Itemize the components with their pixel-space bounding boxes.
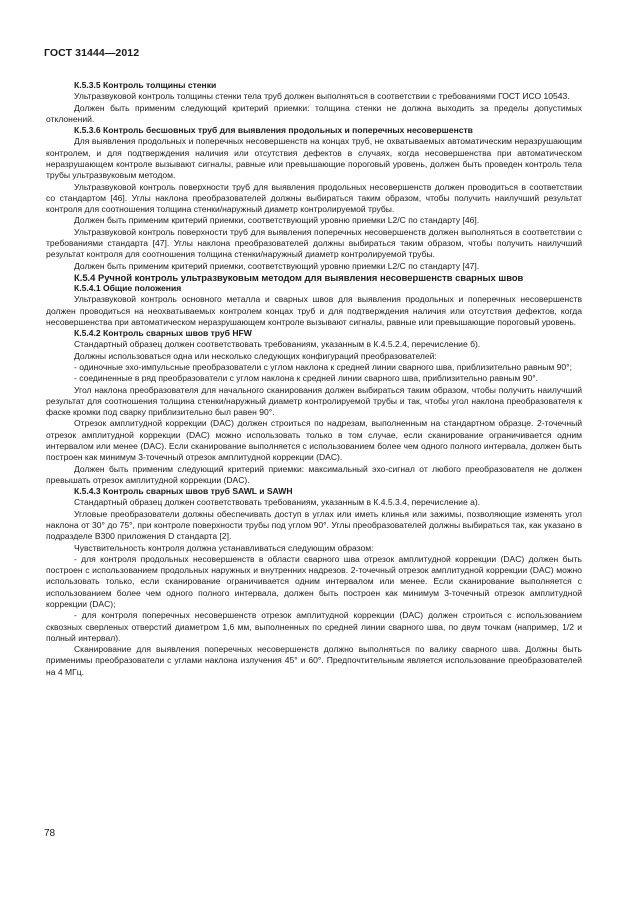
- paragraph: Должен быть применим следующий критерий приемки: толщина стенки не должна выходить за пределы допустимых отклонений.: [46, 102, 582, 124]
- document-body: [46, 80, 582, 678]
- paragraph: - для контроля поперечных несовершенств отрезок амплитудной коррекции (DAC) должен строиться с использованием сквозных сверленых отверстий диаметром 1,6 мм, выполненных по средней линии сварного шва, по двум точкам (например, 1/2 и полный интервал).: [46, 610, 582, 643]
- section-heading: К.5.4.1 Общие положения: [74, 283, 182, 294]
- paragraph: Угловые преобразователи должны обеспечивать доступ в углах или иметь клинья или зажимы, позволяющие изменять угол наклона от 30° до 75°, при контроле поверхности трубы под углом 90°. Углы преобразователей должны выбираться так, как указано в подразделе В300 приложения D стандарта [2].: [46, 508, 582, 542]
- paragraph: Отрезок амплитудной коррекции (DAC) должен строиться по надрезам, выполненным на стандартном образце. 2-точечный отрезок амплитудной коррекции (DAC) можно использовать только в том случае, если сканирование ограничивается одним интервалом или менее (DAC). Если сканирование выполняется с использованием более чем одного полного интервала, должен быть построен как минимум 3-точечный отрезок амплитудной коррекции (DAC).: [46, 418, 582, 463]
- section-heading: К.5.4.2 Контроль сварных швов труб HFW: [74, 328, 252, 339]
- paragraph: Должен быть применим критерий приемки, соответствующий уровню приемки L2/C по стандарту [46].: [74, 215, 480, 226]
- paragraph: Ультразвуковой контроль основного металла и сварных швов для выявления продольных и поперечных несовершенств должен проводиться на неохватываемых контролем концах труб и для подтверждения наличия или отсутствия дефектов, когда несовершенства при автоматическом неразрушающем контроле вызывают сигналы, равные или превышающие пороговый уровень.: [46, 294, 582, 327]
- document-header: ГОСТ 31444—2012: [44, 47, 140, 59]
- paragraph: Ультразвуковой контроль поверхности труб для выявления продольных несовершенств должен проводиться в соответствии со стандартом [46]. Углы наклона преобразователей должны выбираться таким образом, чтобы получить наилучший результат контроля для соотношения толщина стенки/наружный диаметр контролируемой трубы.: [46, 181, 582, 215]
- section-heading: К.5.4 Ручной контроль ультразвуковым методом для выявления несовершенств сварных швов: [74, 271, 524, 283]
- paragraph: Ультразвуковой контроль толщины стенки тела труб должен выполняться в соответствии с требованиями ГОСТ ИСО 10543.: [74, 91, 570, 102]
- section-heading: К.5.3.6 Контроль бесшовных труб для выявления продольных и поперечных несовершенств: [74, 125, 473, 136]
- paragraph: Ультразвуковой контроль поверхности труб для выявления поперечных несовершенств должен выполняться в соответствии с требованиями стандарта [47]. Углы наклона преобразователей должны выбираться таким образом, чтобы получить наилучший результат контроля для соотношения толщина стенки/наружный диаметр контролируемой трубы.: [46, 226, 582, 260]
- paragraph: - для контроля продольных несовершенств в области сварного шва отрезок амплитудной коррекции (DAC) должен быть построен с использованием продольных наружных и внутренних надрезов. 2-точечный отрезок амплитудной коррекции (DAC) можно использовать только, если сканирование ограничивается одним интервалом или менее. Если сканирование выполняется с использованием более чем одного полного интервала, должен быть построен как минимум 3-точечный отрезок амплитудной коррекции (DAC);: [46, 553, 582, 609]
- paragraph: Должен быть применим критерий приемки, соответствующий уровню приемки L2/C по стандарту [47].: [74, 260, 480, 271]
- paragraph: Сканирование для выявления поперечных несовершенств должно выполняться по валику сварного шва. Должны быть применимы преобразователи с углами наклона излучения 45° и 60°. Предпочтительным является использование преобразователей на 4 МГц.: [46, 644, 582, 677]
- paragraph: Должны использоваться одна или несколько следующих конфигураций преобразователей:: [74, 350, 437, 361]
- section-heading: К.5.3.5 Контроль толщины стенки: [74, 80, 217, 90]
- paragraph: Для выявления продольных и поперечных несовершенств на концах труб, не охватываемых автоматическим неразрушающим контролем, и для подтверждения наличия или отсутствия дефектов в случаях, когда несовершенства при автоматическом неразрушающем контроле вызывают сигналы, равные или превышающие пороговый уровень, должен быть проведен контроль тела трубы ультразвуковым методом.: [46, 136, 582, 181]
- paragraph: - соединенные в ряд преобразователи с углом наклона к средней линии сварного шва, приблизительно равным 90°.: [74, 373, 538, 384]
- paragraph: Чувствительность контроля должна устанавливаться следующим образом:: [74, 542, 374, 553]
- paragraph: Должен быть применим следующий критерий приемки: максимальный эхо-сигнал от любого преобразователя не должен превышать отрезок амплитудной коррекции (DAC).: [46, 463, 582, 485]
- section-heading: К.5.4.3 Контроль сварных швов труб SAWL и SAWH: [74, 486, 293, 497]
- paragraph: Угол наклона преобразователя для начального сканирования должен выбираться таким образом, чтобы получить наилучший результат для соотношения толщина стенки/наружный диаметр контролируемой трубы и так, чтобы угол наклона преобразователя к фаске кромки под сварку приблизительно был равен 90°.: [46, 384, 582, 418]
- page-number: 78: [44, 828, 56, 839]
- paragraph: - одиночные эхо-импульсные преобразователи с углом наклона к средней линии сварного шва, приблизительно равным 90°;: [74, 362, 572, 373]
- paragraph: Стандартный образец должен соответствовать требованиям, указанным в К.4.5.3.4, перечисление а).: [74, 497, 481, 508]
- paragraph: Стандартный образец должен соответствовать требованиям, указанным в К.4.5.2.4, перечисление б).: [74, 339, 481, 350]
